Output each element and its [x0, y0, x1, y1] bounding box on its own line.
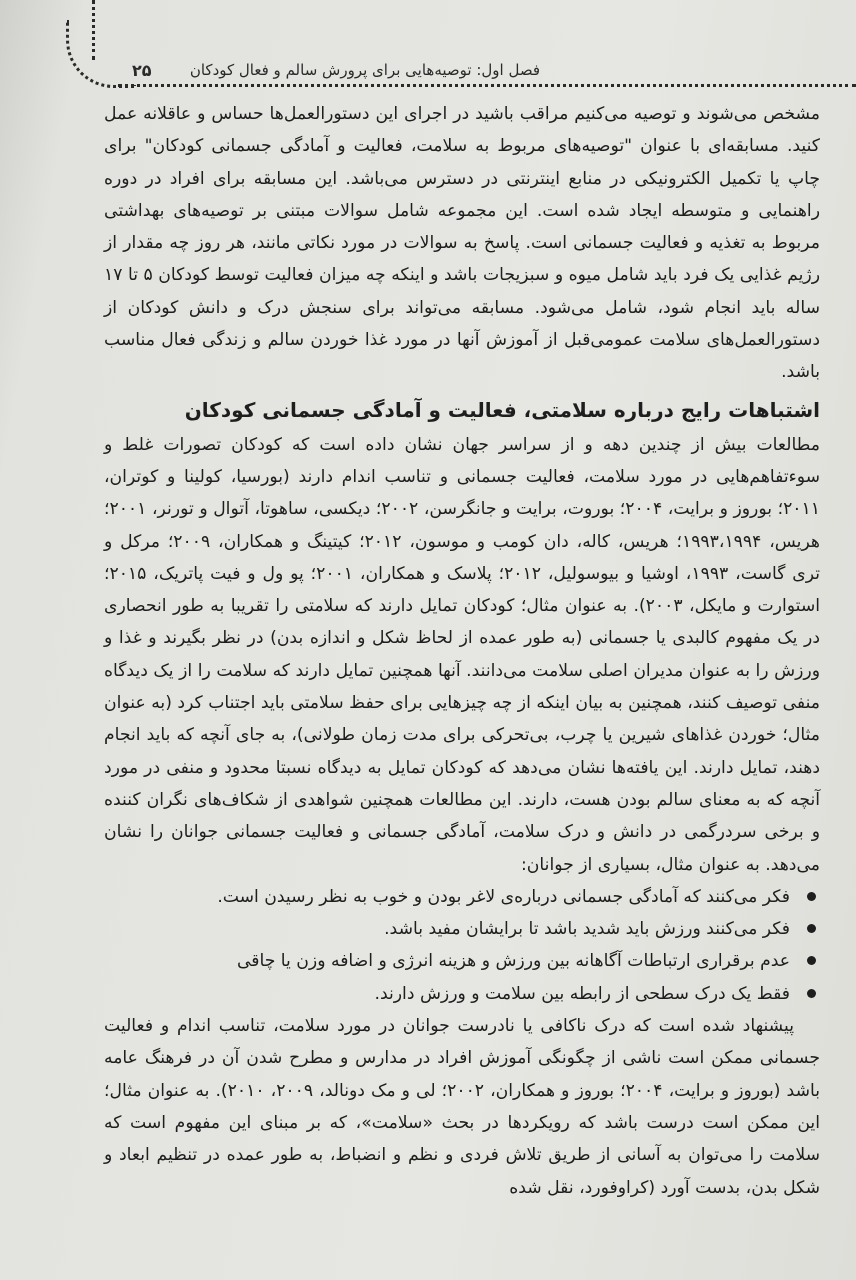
list-item-text: فقط یک درک سطحی از رابطه بین سلامت و ورزش دارند. [374, 983, 790, 1004]
list-item [104, 913, 790, 945]
list-item [104, 945, 790, 977]
list-item [104, 978, 790, 1010]
bullet-icon [807, 924, 816, 933]
list-item [104, 881, 790, 913]
list-item-text: عدم برقراری ارتباطات آگاهانه بین ورزش و هزینه انرژی و اضافه وزن یا چاقی [236, 951, 790, 972]
paragraph-intro: مشخص می‌شوند و توصیه می‌کنیم مراقب باشید در اجرای این دستورالعمل‌ها حساس و عاقلانه عمل کنید. مسابقه‌ای با عنوان "توصیه‌های مربوط به سلامت، فعالیت و آمادگی جسمانی کودکان" برای چاپ یا تکمیل الکترونیکی در منابع اینترنتی در دسترس می‌باشد. این مسابقه برای افراد در دوره راهنمایی و متوسطه ایجاد شده است. این مجموعه شامل سوالات مبتنی بر توصیه‌های بهداشتی مربوط به تغذیه و فعالیت جسمانی است. پاسخ به سوالات در مورد نکاتی مانند، هر روز چه مقدار از رژیم غذایی یک فرد باید شامل میوه و سبزیجات باشد و اینکه چه میزان فعالیت توسط کودکان ۵ تا ۱۷ ساله باید انجام شود، شامل می‌شود. مسابقه می‌تواند برای سنجش درک و دانش کودکان از دستورالعمل‌های سلامت عمومی‌قبل از آموزش آنها در مورد غذا خوردن سالم و زندگی فعال مناسب باشد. [104, 104, 821, 383]
running-header [120, 56, 540, 84]
list-item-text: فکر می‌کنند ورزش باید شدید باشد تا برایشان مفید باشد. [384, 919, 790, 940]
bullet-icon [807, 989, 816, 998]
bullet-icon [807, 892, 816, 901]
page-number: ۲۵ [132, 60, 152, 80]
bullet-icon [807, 956, 816, 965]
misconception-list [104, 881, 820, 1010]
paragraph-misconceptions: مطالعات بیش از چندین دهه و از سراسر جهان نشان داده است که کودکان تصورات غلط و سوءتفاهم‌هایی در مورد سلامت، فعالیت جسمانی و تناسب اندام دارند (بورسیا، کولینا و کوتران، ۲۰۱۱؛ بوروز و برایت، ۲۰۰۴؛ بوروت، برایت و جانگرسن، ۲۰۰۲؛ دیکسی، ساهوتا، آتوال و تورنر، ۲۰۰۱؛ هریس، ۱۹۹۳،۱۹۹۴؛ هریس، کاله، دان کومب و موسون، ۲۰۱۲؛ کیتینگ و همکاران، ۲۰۰۹؛ مرکل و تری گاست، ۱۹۹۳، اوشیا و بیوسولیل، ۲۰۱۲؛ پلاسک و همکاران، ۲۰۰۱؛ پو ول و فیت پاتریک، ۲۰۱۵؛ استوارت و مایکل، ۲۰۰۳). به عنوان مثال؛ کودکان تمایل دارند که سلامتی را تقریبا به طور انحصاری در یک مفهوم کالبدی یا جسمانی (به طور عمده از لحاظ شکل و اندازه بدن) در نظر بگیرند و غذا و ورزش را به عنوان مدیران اصلی سلامت می‌دانند. آنها همچنین تمایل دارند که سلامت را از یک دیدگاه منفی توصیف کنند، همچنین به بیان اینکه از چه چیزهایی برای حفظ سلامتی باید اجتناب کرد (به عنوان مثال؛ خوردن غذاهای شیرین یا چرب، بی‌تحرکی برای مدت زمان طولانی)، به جای آنچه که باید انجام دهند، تمایل دارند. این یافته‌ها نشان می‌دهد که کودکان تمایل به دیدگاه نسبتا محدود و منفی در مورد آنچه که به معنای سالم بودن هست، دارند. این مطالعات همچنین شواهدی از شکاف‌های نگران کننده و برخی سردرگمی در دانش و درک سلامت، آمادگی جسمانی و فعالیت جسمانی جوانان را نشان می‌دهد. به عنوان مثال، بسیاری از جوانان: [104, 434, 820, 875]
dotted-border-top [118, 84, 856, 87]
chapter-title: فصل اول: توصیه‌هایی برای پرورش سالم و فعال کودکان [189, 61, 540, 79]
list-item-text: فکر می‌کنند که آمادگی جسمانی درباره‌ی لاغر بودن و خوب به نظر رسیدن است. [217, 886, 790, 907]
section-heading: اشتباهات رایج درباره سلامتی، فعالیت و آمادگی جسمانی کودکان [184, 397, 820, 422]
page-body [104, 98, 820, 1204]
paragraph-explanation: پیشنهاد شده است که درک ناکافی یا نادرست جوانان در مورد سلامت، تناسب اندام و فعالیت جسمانی ممکن است ناشی از چگونگی آموزش افراد در مدارس و مطرح شدن آن در فرهنگ عامه باشد (بوروز و برایت، ۲۰۰۴؛ بوروز و همکاران، ۲۰۰۲؛ لی و مک دونالد، ۲۰۰۹، ۲۰۱۰). به عنوان مثال؛ این ممکن است درست باشد که رویکردها در بحث «سلامت»، که بر مبنای این مفهوم است که سلامت را می‌توان به آسانی از طریق تلاش فردی و نظم و انضباط، به طور عمده در تنظیم ابعاد و شکل بدن، بدست آورد (کراوفورد، نقل شده [104, 1016, 821, 1198]
